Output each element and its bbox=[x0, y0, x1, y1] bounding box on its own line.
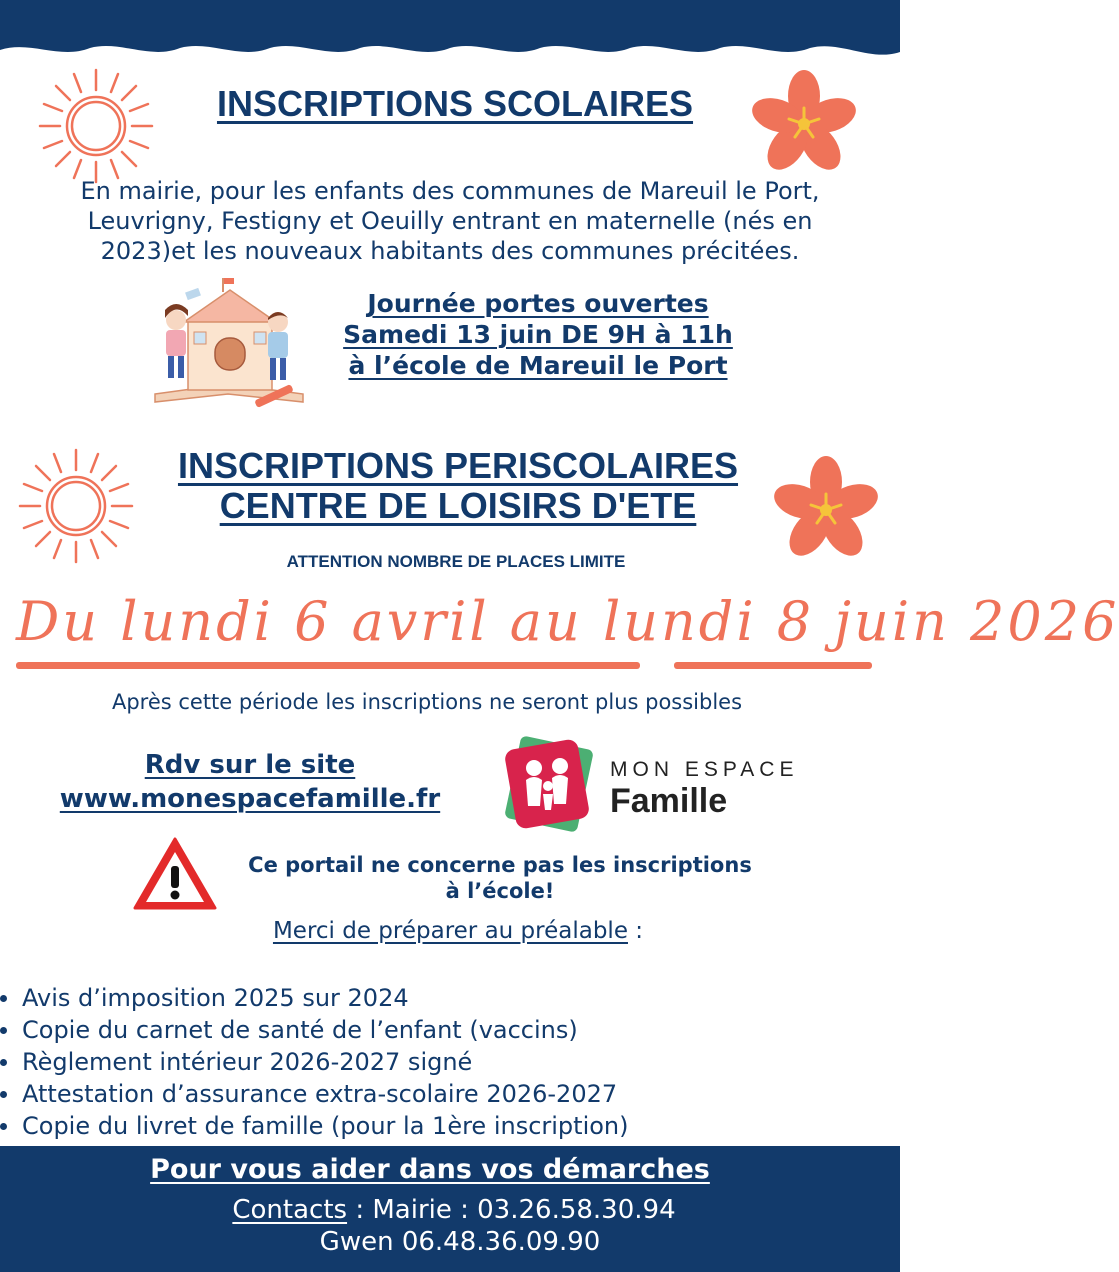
periscolaires-title bbox=[130, 446, 786, 526]
portal-warning-line: à l’école! bbox=[445, 879, 555, 903]
flower-icon bbox=[774, 458, 878, 562]
warning-icon bbox=[132, 836, 218, 912]
footer-title: Pour vous aider dans vos démarches bbox=[150, 1154, 710, 1185]
site-url-link[interactable]: www.monespacefamille.fr bbox=[59, 784, 441, 814]
logo-text-top: MON ESPACE bbox=[610, 758, 799, 781]
prepare-heading-suffix: : bbox=[627, 918, 644, 944]
contacts-label: Contacts bbox=[232, 1195, 348, 1225]
list-item: Règlement intérieur 2026-2027 signé bbox=[0, 1046, 880, 1078]
periscolaires-title-line: CENTRE DE LOISIRS D'ETE bbox=[219, 485, 697, 526]
site-rdv-label: Rdv sur le site bbox=[144, 750, 356, 780]
after-period-note: Après cette période les inscriptions ne seront plus possibles bbox=[111, 690, 743, 714]
description-line: En mairie, pour les enfants des communes de Mareuil le Port, bbox=[80, 177, 820, 205]
sun-icon bbox=[36, 66, 156, 186]
contacts-mairie: : Mairie : 03.26.58.30.94 bbox=[347, 1195, 676, 1225]
footer-contacts bbox=[0, 1194, 908, 1226]
site-info bbox=[20, 748, 480, 816]
open-day-line: Journée portes ouvertes bbox=[367, 289, 709, 318]
mon-espace-famille-logo[interactable] bbox=[504, 738, 594, 830]
list-item: Attestation d’assurance extra-scolaire 2026-2027 bbox=[0, 1078, 880, 1110]
description-line: 2023)et les nouveaux habitants des communes précitées. bbox=[100, 237, 800, 265]
portal-warning-line: Ce portail ne concerne pas les inscriptions bbox=[248, 853, 752, 877]
description-line: Leuvrigny, Festigny et Oeuilly entrant en maternelle (nés en bbox=[87, 207, 813, 235]
school-illustration bbox=[150, 276, 308, 416]
prepare-heading bbox=[150, 916, 766, 946]
logo-text-bottom: Famille bbox=[610, 782, 728, 820]
dates-underline bbox=[674, 662, 872, 669]
scolaires-title: INSCRIPTIONS SCOLAIRES bbox=[216, 83, 694, 124]
scolaires-description bbox=[20, 176, 880, 266]
top-wave-banner bbox=[0, 0, 900, 70]
open-day-line: Samedi 13 juin DE 9H à 11h bbox=[343, 320, 733, 349]
open-day-info bbox=[300, 288, 776, 381]
footer-second-contact: Gwen 06.48.36.09.90 bbox=[319, 1227, 601, 1257]
open-day-line: à l’école de Mareuil le Port bbox=[348, 351, 728, 380]
list-item: Copie du carnet de santé de l’enfant (vaccins) bbox=[0, 1014, 880, 1046]
list-item: Avis d’imposition 2025 sur 2024 bbox=[0, 982, 880, 1014]
flower-icon bbox=[752, 72, 856, 176]
requirements-list bbox=[0, 982, 880, 1142]
registration-dates: Du lundi 6 avril au lundi 8 juin 2026 bbox=[16, 590, 1119, 653]
dates-underline bbox=[16, 662, 640, 669]
portal-warning bbox=[230, 852, 770, 904]
attention-notice: ATTENTION NOMBRE DE PLACES LIMITE bbox=[286, 552, 626, 571]
prepare-heading-text: Merci de préparer au préalable bbox=[272, 918, 628, 944]
sun-icon bbox=[16, 446, 136, 566]
footer-banner bbox=[0, 1146, 900, 1272]
list-item: Copie du livret de famille (pour la 1ère inscription) bbox=[0, 1110, 880, 1142]
periscolaires-title-line: INSCRIPTIONS PERISCOLAIRES bbox=[177, 445, 739, 486]
